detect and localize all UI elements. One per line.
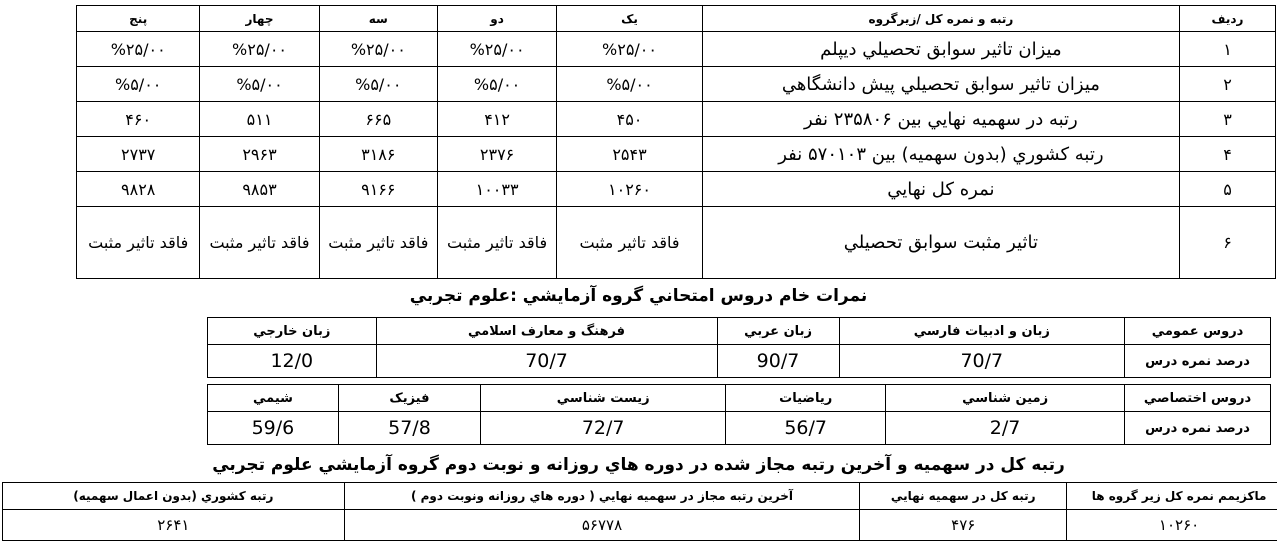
cell-value: ۹۸۲۸ (77, 172, 200, 207)
cell-value: فاقد تاثير مثبت (437, 207, 556, 279)
cell-value: ۵۱۱ (200, 102, 319, 137)
cell-value: %۵/۰۰ (200, 67, 319, 102)
score-row-label: درصد نمره درس (1125, 345, 1271, 378)
table-row (77, 67, 1276, 102)
header-group: رتبه و نمره کل /زيرگروه (702, 6, 1179, 32)
cell-value: ۱۰۲۶۰ (557, 172, 703, 207)
row-label: ميزان تاثير سوابق تحصيلي ديپلم (702, 32, 1179, 67)
cell-value: فاقد تاثير مثبت (200, 207, 319, 279)
subject-header: شيمي (208, 385, 339, 412)
cell-value: %۵/۰۰ (319, 67, 437, 102)
score-value: 59/6 (208, 412, 339, 445)
table-row (208, 345, 1271, 378)
table-row (77, 102, 1276, 137)
cell-value: فاقد تاثير مثبت (557, 207, 703, 279)
table-header-row (77, 6, 1276, 32)
table-header-row (208, 385, 1271, 412)
subject-header: زبان عربي (717, 318, 839, 345)
general-header-label: دروس عمومي (1125, 318, 1271, 345)
ranks-title: رتبه کل در سهميه و آخرين رتبه مجاز شده در دوره هاي روزانه و نوبت دوم گروه آزمايشي علوم تجربي (212, 455, 1065, 475)
header-five: پنج (77, 6, 200, 32)
cell-value: %۵/۰۰ (557, 67, 703, 102)
specialized-header-label: دروس اختصاصي (1125, 385, 1271, 412)
row-number: ۳ (1179, 102, 1275, 137)
header-last-allowed-rank: آخرين رتبه مجاز در سهميه نهايي ( دوره هاي روزانه ونوبت دوم ) (344, 483, 860, 510)
cell-value: ۱۰۰۳۳ (437, 172, 556, 207)
cell-value: %۲۵/۰۰ (437, 32, 556, 67)
cell-value: ۳۱۸۶ (319, 137, 437, 172)
subject-header: فيزيک (338, 385, 480, 412)
row-number: ۲ (1179, 67, 1275, 102)
header-row-number: رديف (1179, 6, 1275, 32)
table-row (77, 32, 1276, 67)
cell-value: ۶۶۵ (319, 102, 437, 137)
last-allowed-rank-value: ۵۶۷۷۸ (344, 510, 860, 541)
row-number: ۴ (1179, 137, 1275, 172)
cell-value: ۲۵۴۳ (557, 137, 703, 172)
score-value: 72/7 (481, 412, 726, 445)
subject-header: زمين شناسي (886, 385, 1125, 412)
table-row (77, 172, 1276, 207)
table-row (77, 137, 1276, 172)
national-rank-value: ۲۶۴۱ (3, 510, 345, 541)
max-score-value: ۱۰۲۶۰ (1067, 510, 1277, 541)
header-quota-rank: رتبه کل در سهميه نهايي (860, 483, 1067, 510)
subgroup-rank-table (76, 5, 1276, 279)
row-label: ميزان تاثير سوابق تحصيلي پيش دانشگاهي (702, 67, 1179, 102)
cell-value: %۲۵/۰۰ (557, 32, 703, 67)
raw-scores-title: نمرات خام دروس امتحاني گروه آزمايشي :علوم تجربي (409, 286, 868, 306)
table-row (208, 412, 1271, 445)
table-row (77, 207, 1276, 279)
score-value: 90/7 (717, 345, 839, 378)
row-number: ۱ (1179, 32, 1275, 67)
score-value: 57/8 (338, 412, 480, 445)
header-one: يک (557, 6, 703, 32)
cell-value: ۹۱۶۶ (319, 172, 437, 207)
score-value: 56/7 (726, 412, 886, 445)
cell-value: %۵/۰۰ (437, 67, 556, 102)
header-four: چهار (200, 6, 319, 32)
score-value: 70/7 (839, 345, 1125, 378)
header-national-rank: رتبه کشوري (بدون اعمال سهميه) (3, 483, 345, 510)
row-label: رتبه در سهميه نهايي بين ۲۳۵۸۰۶ نفر (702, 102, 1179, 137)
cell-value: فاقد تاثير مثبت (77, 207, 200, 279)
cell-value: ۲۳۷۶ (437, 137, 556, 172)
cell-value: ۴۵۰ (557, 102, 703, 137)
table-row (3, 510, 1277, 541)
score-value: 12/0 (208, 345, 377, 378)
row-number: ۶ (1179, 207, 1275, 279)
cell-value: ۲۹۶۳ (200, 137, 319, 172)
cell-value: ۹۸۵۳ (200, 172, 319, 207)
cell-value: فاقد تاثير مثبت (319, 207, 437, 279)
header-max-score: ماکزيمم نمره کل زير گروه ها (1067, 483, 1277, 510)
row-label: تاثير مثبت سوابق تحصيلي (702, 207, 1179, 279)
cell-value: %۲۵/۰۰ (200, 32, 319, 67)
ranks-table (2, 482, 1277, 541)
general-subjects-table (207, 317, 1271, 378)
row-label: رتبه کشوري (بدون سهميه) بين ۵۷۰۱۰۳ نفر (702, 137, 1179, 172)
score-value: 70/7 (376, 345, 717, 378)
header-two: دو (437, 6, 556, 32)
subject-header: فرهنگ و معارف اسلامي (376, 318, 717, 345)
subject-header: زيست شناسي (481, 385, 726, 412)
cell-value: ۴۱۲ (437, 102, 556, 137)
row-number: ۵ (1179, 172, 1275, 207)
specialized-subjects-table (207, 384, 1271, 445)
subject-header: زبان و ادبيات فارسي (839, 318, 1125, 345)
score-row-label: درصد نمره درس (1125, 412, 1271, 445)
subject-header: رياضيات (726, 385, 886, 412)
row-label: نمره کل نهايي (702, 172, 1179, 207)
subject-header: زبان خارجي (208, 318, 377, 345)
score-value: 2/7 (886, 412, 1125, 445)
cell-value: %۲۵/۰۰ (77, 32, 200, 67)
quota-rank-value: ۴۷۶ (860, 510, 1067, 541)
cell-value: ۴۶۰ (77, 102, 200, 137)
table-header-row (3, 483, 1277, 510)
cell-value: %۲۵/۰۰ (319, 32, 437, 67)
cell-value: %۵/۰۰ (77, 67, 200, 102)
cell-value: ۲۷۳۷ (77, 137, 200, 172)
header-three: سه (319, 6, 437, 32)
table-header-row (208, 318, 1271, 345)
